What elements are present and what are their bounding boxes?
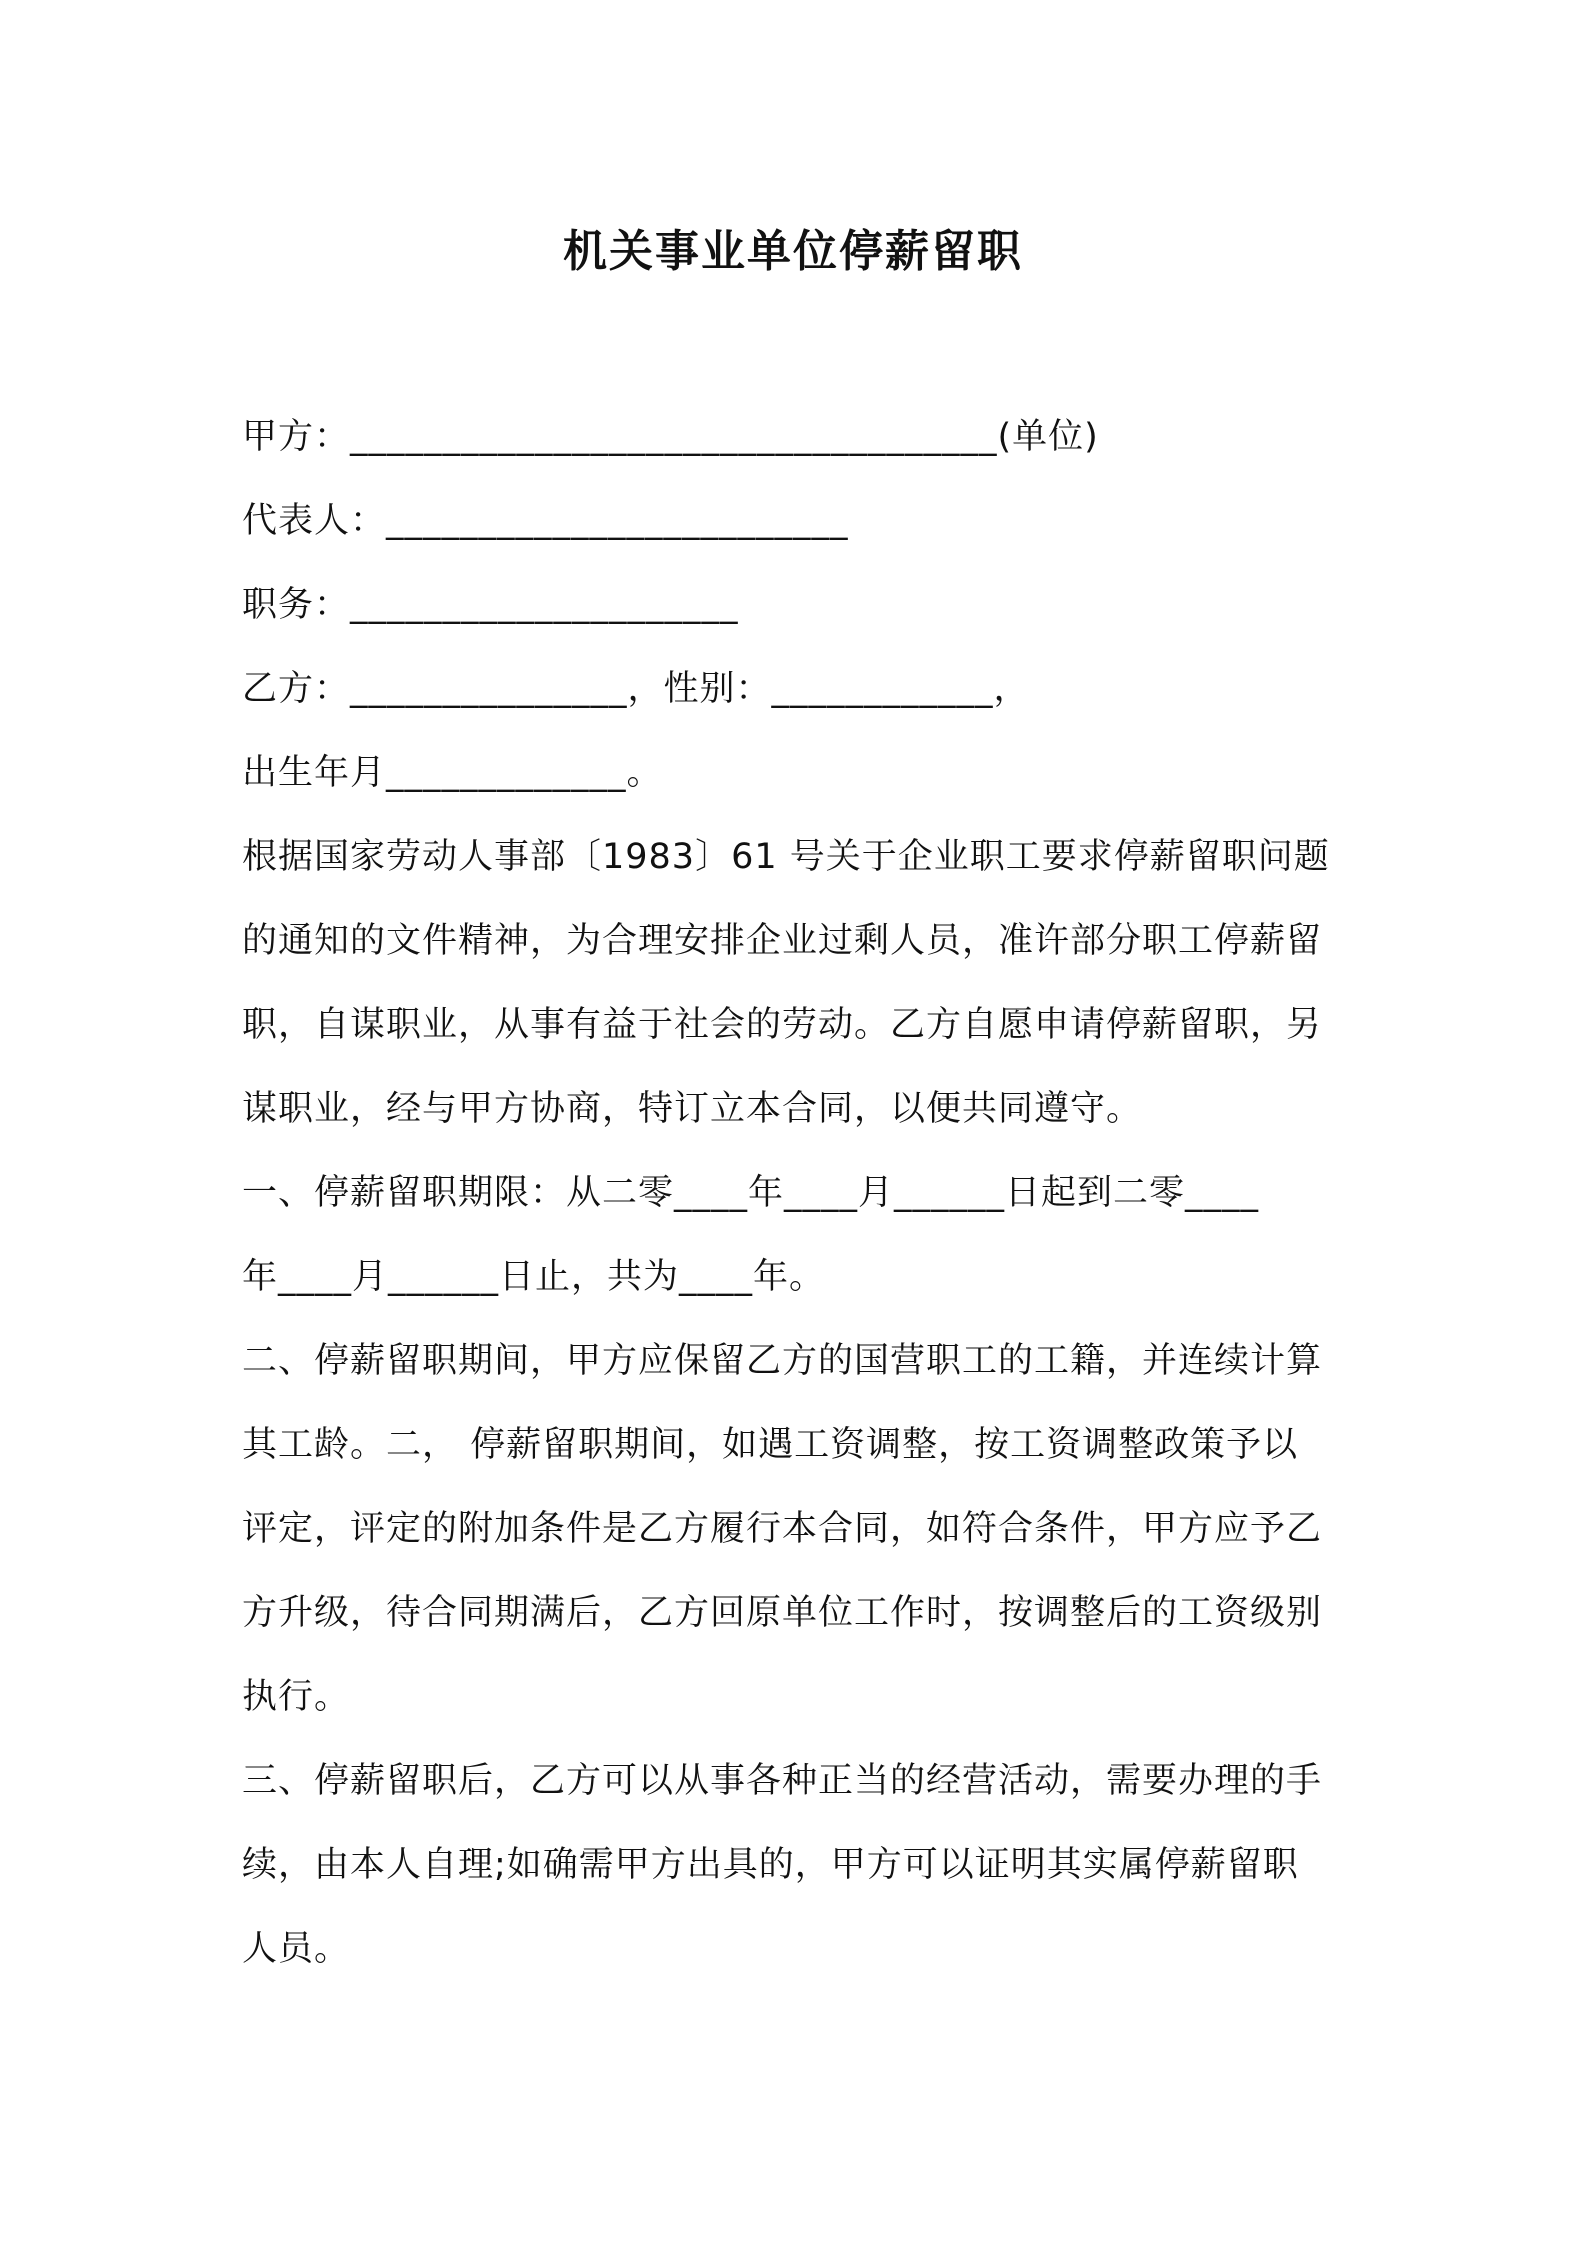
position-field: 职务：_____________________ <box>242 585 739 625</box>
document-title: 机关事业单位停薪留职 <box>563 226 1023 277</box>
party-a-field: 甲方：___________________________________(单位) <box>242 417 1099 457</box>
body-line: 的通知的文件精神，为合理安排企业过剩人员，准许部分职工停薪留 <box>242 921 1323 961</box>
clause-2-line: 评定，评定的附加条件是乙方履行本合同，如符合条件，甲方应予乙 <box>242 1509 1323 1549</box>
body-line: 谋职业，经与甲方协商，特订立本合同，以便共同遵守。 <box>242 1089 1143 1129</box>
body-line: 职，自谋职业，从事有益于社会的劳动。乙方自愿申请停薪留职，另 <box>242 1005 1323 1045</box>
clause-1-line: 年____月______日止，共为____年。 <box>242 1257 826 1297</box>
clause-1-line: 一、停薪留职期限：从二零____年____月______日起到二零____ <box>242 1173 1260 1213</box>
clause-2-line: 方升级，待合同期满后，乙方回原单位工作时，按调整后的工资级别 <box>242 1593 1323 1633</box>
clause-3-line: 人员。 <box>242 1929 351 1969</box>
representative-field: 代表人：_________________________ <box>242 501 849 541</box>
party-b-field: 乙方：_______________，性别：____________， <box>242 669 1030 709</box>
birth-field: 出生年月_____________。 <box>242 753 663 793</box>
clause-2-line: 执行。 <box>242 1677 351 1717</box>
clause-3-line: 三、停薪留职后，乙方可以从事各种正当的经营活动，需要办理的手 <box>242 1761 1323 1801</box>
clause-2-line: 二、停薪留职期间，甲方应保留乙方的国营职工的工籍，并连续计算 <box>242 1341 1323 1381</box>
body-line: 根据国家劳动人事部〔1983〕61 号关于企业职工要求停薪留职问题 <box>242 837 1330 877</box>
clause-2-line: 其工龄。二， 停薪留职期间，如遇工资调整，按工资调整政策予以 <box>242 1425 1299 1465</box>
clause-3-line: 续，由本人自理;如确需甲方出具的，甲方可以证明其实属停薪留职 <box>242 1845 1299 1885</box>
